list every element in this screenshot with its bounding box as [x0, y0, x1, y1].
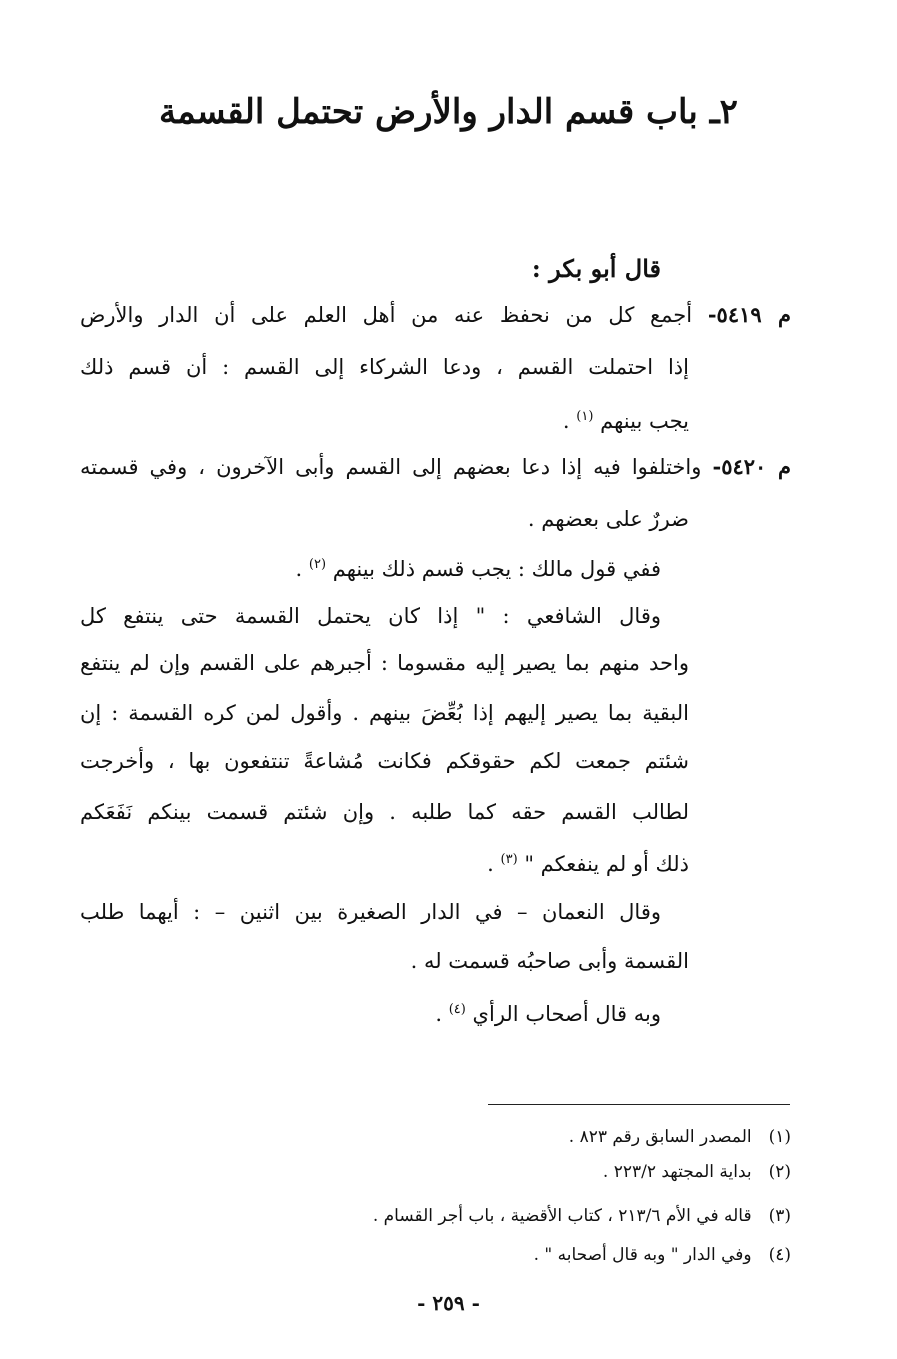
- ray-paragraph: وبه قال أصحاب الرأي $^{(٤)}$ .: [435, 1002, 661, 1026]
- footnote-1: [569, 1125, 791, 1149]
- shafii-line-4: شئتم جمعت لكم حقوقكم فكانت مُشاعةً تنتفعون بها ، وأخرجت: [80, 749, 689, 773]
- footnote-2: [603, 1160, 791, 1184]
- malik-paragraph: ففي قول مالك : يجب قسم ذلك بينهم $^{(٢)}$ .: [295, 557, 661, 581]
- speaker-line: قال أبو بكر :: [531, 254, 661, 283]
- footnote-3: [373, 1204, 791, 1228]
- entry-5419-line-2: إذا احتملت القسم ، ودعا الشركاء إلى القسم : أن قسم ذلك: [80, 355, 689, 379]
- entry-5420-line-1: م ٥٤٢٠- واختلفوا فيه إذا دعا بعضهم إلى القسم وأبى الآخرون ، وفي قسمته: [80, 454, 791, 479]
- footnote-divider: [488, 1104, 790, 1105]
- footnote-3-text: قاله في الأم ٢١٣/٦ ، كتاب الأقضية ، باب أجر القسام .: [372, 1206, 752, 1226]
- shafii-line-6: ذلك أو لم ينفعكم " $^{(٣)}$ .: [487, 852, 689, 876]
- shafii-line-3: البقية بما يصير إليهم إذا بُعِّضَ بينهم . وأقول لمن كره القسمة : إن: [80, 701, 689, 725]
- shafii-line-2: واحد منهم بما يصير إليه مقسوما : أجبرهم على القسم وإن لم ينتفع: [80, 651, 689, 675]
- page-number: - ٢٥٩ -: [417, 1291, 480, 1315]
- entry-5420-number: م ٥٤٢٠-: [712, 454, 791, 479]
- footnote-ref-4: (٤): [448, 1002, 466, 1017]
- footnote-4: [534, 1243, 791, 1267]
- footnote-ref-3: (٣): [500, 852, 518, 867]
- numan-line-1: وقال النعمان – في الدار الصغيرة بين اثنين – : أيهما طلب: [80, 900, 661, 924]
- footnote-ref-2: (٢): [308, 557, 327, 572]
- entry-5419-line-3: يجب بينهم $^{(١)}$ .: [562, 409, 689, 433]
- numan-line-2: القسمة وأبى صاحبُه قسمت له .: [410, 949, 689, 973]
- footnote-1-text: المصدر السابق رقم ٨٢٣ .: [568, 1127, 752, 1147]
- footnote-2-text: بداية المجتهد ٢٢٣/٢ .: [602, 1162, 752, 1182]
- footnote-4-number: (٤): [768, 1245, 791, 1265]
- footnote-ref-1: (١): [576, 409, 594, 424]
- entry-5419-number: م ٥٤١٩-: [707, 302, 791, 327]
- chapter-title: ٢ـ باب قسم الدار والأرض تحتمل القسمة: [159, 92, 738, 132]
- footnote-1-number: (١): [768, 1127, 791, 1147]
- shafii-line-5: لطالب القسم حقه كما طلبه . وإن شئتم قسمت بينكم نَفَعَكم: [80, 800, 689, 824]
- footnote-4-text: وفي الدار " وبه قال أصحابه " .: [533, 1245, 752, 1265]
- entry-5420-line-2: ضررٌ على بعضهم .: [527, 507, 689, 531]
- footnote-2-number: (٢): [768, 1162, 791, 1182]
- shafii-line-1: وقال الشافعي : " إذا كان يحتمل القسمة حتى ينتفع كل: [80, 604, 661, 628]
- entry-5419-line-1: م ٥٤١٩- أجمع كل من نحفظ عنه من أهل العلم على أن الدار والأرض: [80, 302, 791, 327]
- footnote-3-number: (٣): [768, 1206, 791, 1226]
